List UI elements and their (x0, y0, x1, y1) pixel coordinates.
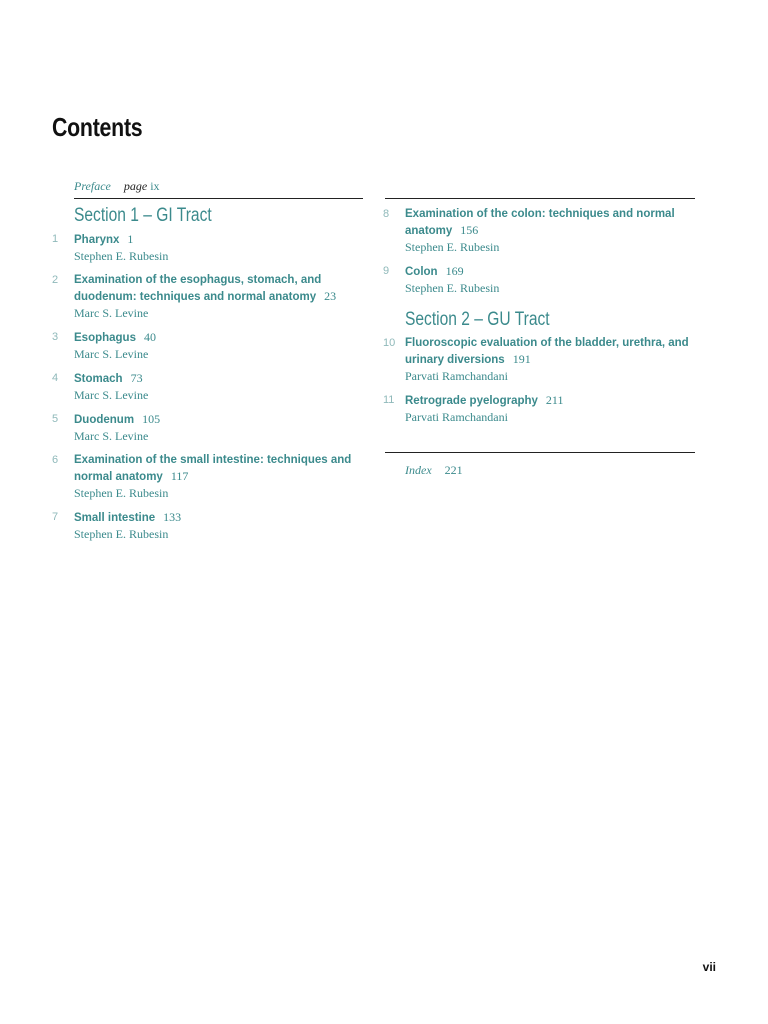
chapter-page: 169 (445, 264, 464, 278)
divider-rule (385, 198, 695, 199)
toc-entry-11[interactable] (383, 392, 703, 426)
chapter-author: Stephen E. Rubesin (74, 527, 169, 541)
chapter-title[interactable]: Fluoroscopic evaluation of the bladder, urethra, and urinary diversions (405, 337, 689, 366)
chapter-page: 105 (142, 412, 161, 426)
preface-entry[interactable] (50, 178, 370, 198)
toc-entry-6[interactable] (50, 452, 370, 502)
chapter-author: Marc S. Levine (74, 347, 149, 361)
index-label: Index (405, 463, 432, 477)
chapter-title[interactable]: Retrograde pyelography (405, 395, 538, 407)
divider-rule (74, 198, 363, 199)
chapter-author: Stephen E. Rubesin (74, 486, 169, 500)
toc-entry-2[interactable] (50, 272, 370, 322)
section-heading-gu-tract: Section 2 – GU Tract (405, 309, 550, 330)
divider-rule (385, 452, 695, 453)
index-page-number: 221 (444, 463, 463, 477)
toc-right-column (383, 198, 703, 478)
chapter-number: 1 (52, 233, 59, 245)
toc-entry-5[interactable] (50, 411, 370, 445)
toc-entry-4[interactable] (50, 370, 370, 404)
toc-left-column (50, 178, 370, 550)
chapter-author: Marc S. Levine (74, 306, 149, 320)
chapter-title[interactable]: Duodenum (74, 414, 135, 426)
chapter-author: Stephen E. Rubesin (74, 249, 169, 263)
chapter-page: 23 (324, 289, 337, 303)
chapter-title[interactable]: Colon (405, 266, 438, 278)
toc-entry-1[interactable] (50, 231, 370, 265)
chapter-author: Marc S. Levine (74, 429, 149, 443)
toc-entry-7[interactable] (50, 509, 370, 543)
page-folio: vii (702, 960, 716, 974)
chapter-page: 133 (163, 510, 182, 524)
chapter-author: Stephen E. Rubesin (405, 281, 500, 295)
chapter-page: 156 (460, 223, 479, 237)
chapter-author: Parvati Ramchandani (405, 410, 508, 424)
section-heading-gi-tract: Section 1 – GI Tract (74, 205, 212, 226)
chapter-number: 5 (52, 413, 59, 425)
chapter-number: 6 (52, 454, 59, 466)
chapter-number: 3 (52, 331, 59, 343)
chapter-number: 8 (383, 208, 390, 220)
page-title: Contents (52, 112, 143, 142)
chapter-title[interactable]: Esophagus (74, 332, 136, 344)
toc-entry-3[interactable] (50, 329, 370, 363)
chapter-page: 211 (545, 393, 564, 407)
preface-page-word: page (123, 179, 148, 193)
chapter-author: Parvati Ramchandani (405, 369, 508, 383)
toc-entry-10[interactable] (383, 335, 703, 385)
chapter-title[interactable]: Pharynx (74, 234, 120, 246)
preface-label: Preface (74, 179, 111, 193)
chapter-page: 40 (143, 330, 156, 344)
chapter-title[interactable]: Stomach (74, 373, 123, 385)
chapter-number: 4 (52, 372, 59, 384)
index-entry[interactable] (405, 463, 703, 478)
chapter-author: Marc S. Levine (74, 388, 149, 402)
chapter-number: 2 (52, 274, 59, 286)
chapter-title[interactable]: Examination of the colon: techniques and normal anatomy (405, 208, 675, 237)
chapter-page: 191 (512, 352, 531, 366)
toc-entry-8[interactable] (383, 206, 703, 256)
chapter-title[interactable]: Examination of the small intestine: techniques and normal anatomy (74, 454, 352, 483)
chapter-number: 11 (383, 394, 395, 406)
chapter-page: 73 (130, 371, 143, 385)
chapter-number: 7 (52, 511, 59, 523)
chapter-page: 117 (170, 469, 189, 483)
chapter-number: 9 (383, 265, 390, 277)
chapter-number: 10 (383, 337, 396, 349)
chapter-author: Stephen E. Rubesin (405, 240, 500, 254)
toc-entry-9[interactable] (383, 263, 703, 297)
chapter-page: 1 (127, 232, 134, 246)
chapter-title[interactable]: Examination of the esophagus, stomach, and duodenum: techniques and normal anatomy (74, 274, 322, 303)
preface-page-number: ix (150, 179, 160, 193)
chapter-title[interactable]: Small intestine (74, 512, 156, 524)
